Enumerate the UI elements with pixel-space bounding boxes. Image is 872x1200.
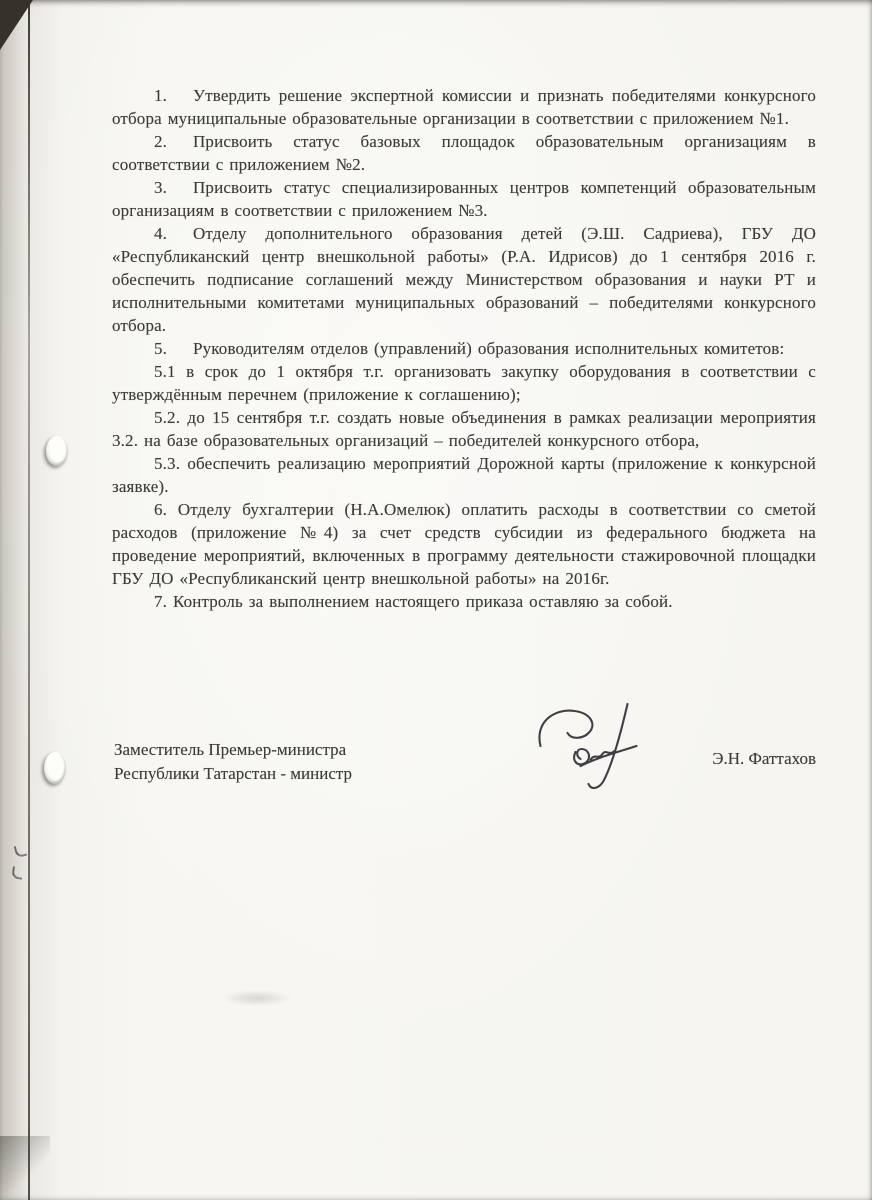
- paragraph-3: 3. Присвоить статус специализированных центров компетенций образовательным организациям в соответствии с приложением №3.: [112, 178, 816, 220]
- scan-smudge: [222, 990, 292, 1006]
- paragraph-5-1: 5.1 в срок до 1 октября т.г. организовать закупку оборудования в соответствии с утверждённым перечнем (приложение к соглашению);: [112, 362, 816, 404]
- corner-fold: [0, 0, 33, 50]
- pen-mark: [14, 844, 28, 858]
- handwritten-signature-icon: [528, 702, 663, 797]
- paragraph-1: 1. Утвердить решение экспертной комиссии и признать победителями конкурсного отбора муниципальные образовательные организации в соответствии с приложением №1.: [112, 86, 816, 128]
- paragraph-5: 5. Руководителям отделов (управлений) образования исполнительных комитетов:: [154, 339, 785, 358]
- signoff-title: [114, 738, 352, 785]
- scan-edge-line: [28, 0, 30, 1200]
- signoff-name: Э.Н. Фаттахов: [712, 749, 816, 768]
- paragraph-7: 7. Контроль за выполнением настоящего приказа оставляю за собой.: [154, 592, 673, 611]
- document-body: [112, 84, 816, 613]
- signoff-title-line2: Республики Татарстан - министр: [114, 763, 352, 783]
- punch-hole: [46, 436, 68, 466]
- corner-shadow: [0, 1136, 50, 1200]
- paragraph-5-3: 5.3. обеспечить реализацию мероприятий Дорожной карты (приложение к конкурсной заявке).: [112, 454, 816, 496]
- punch-hole: [44, 752, 66, 784]
- signoff-title-line1: Заместитель Премьер-министра: [114, 740, 347, 759]
- pen-mark: [11, 866, 24, 880]
- paragraph-4: 4. Отделу дополнительного образования детей (Э.Ш. Садриева), ГБУ ДО «Республиканский центр внешкольной работы» (Р.А. Идрисов) до 1 сентября 2016 г. обеспечить подписание соглашений между Министерством образования и науки РТ и исполнительными комитетами муниципальных образований – победителями конкурсного отбора.: [112, 224, 816, 335]
- paragraph-6: 6. Отделу бухгалтерии (Н.А.Омелюк) оплатить расходы в соответствии со сметой расходов (приложение №4) за счет средств субсидии из федерального бюджета на проведение мероприятий, включенных в программу деятельности стажировочной площадки ГБУ ДО «Республиканский центр внешкольной работы» на 2016г.: [112, 500, 816, 588]
- paragraph-5-2: 5.2. до 15 сентября т.г. создать новые объединения в рамках реализации мероприятия 3.2. на базе образовательных организаций – победителей конкурсного отбора,: [112, 408, 816, 450]
- paragraph-2: 2. Присвоить статус базовых площадок образовательным организациям в соответствии с приложением №2.: [112, 132, 816, 174]
